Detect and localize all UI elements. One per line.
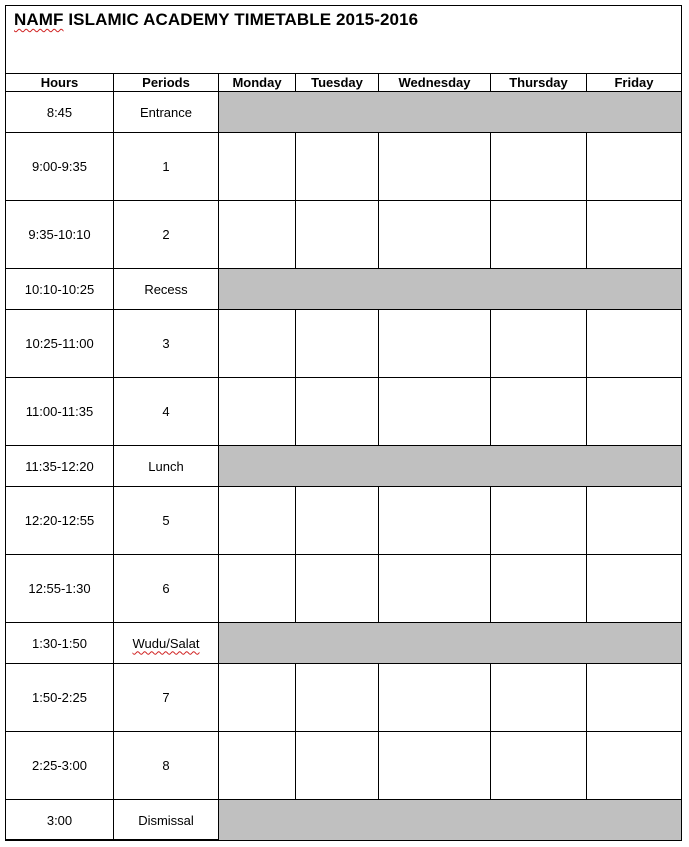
break-row (6, 92, 682, 133)
slot-cell-friday[interactable] (587, 732, 682, 800)
slot-cell-wednesday[interactable] (379, 487, 491, 555)
header-row (6, 74, 682, 92)
hours-cell: 1:30-1:50 (6, 623, 114, 664)
slot-cell-monday[interactable] (219, 310, 296, 378)
period-label: Dismissal (138, 812, 194, 828)
hours-cell: 12:20-12:55 (6, 487, 114, 555)
break-row (6, 269, 682, 310)
slot-cell-thursday[interactable] (491, 201, 587, 269)
hours-cell: 9:00-9:35 (6, 133, 114, 201)
slot-cell-thursday[interactable] (491, 732, 587, 800)
class-row (6, 555, 682, 623)
class-row (6, 664, 682, 732)
hours-cell: 10:10-10:25 (6, 269, 114, 310)
slot-cell-thursday[interactable] (491, 664, 587, 732)
header-hours: Hours (6, 74, 114, 92)
period-cell (114, 133, 219, 201)
period-label: 8 (162, 758, 170, 773)
class-row (6, 732, 682, 800)
slot-cell-monday[interactable] (219, 732, 296, 800)
title-lead: NAMF (14, 10, 64, 29)
header-periods: Periods (114, 74, 219, 92)
class-row (6, 378, 682, 446)
slot-cell-monday[interactable] (219, 555, 296, 623)
period-cell (114, 732, 219, 800)
header-friday: Friday (587, 74, 682, 92)
period-label: 5 (162, 513, 170, 528)
slot-cell-friday[interactable] (587, 201, 682, 269)
timetable-table (5, 73, 682, 841)
header-tuesday: Tuesday (296, 74, 379, 92)
hours-cell: 3:00 (6, 800, 114, 841)
period-cell (114, 555, 219, 623)
slot-cell-wednesday[interactable] (379, 555, 491, 623)
hours-cell: 9:35-10:10 (6, 201, 114, 269)
slot-cell-tuesday[interactable] (296, 133, 379, 201)
period-label: 4 (162, 404, 170, 419)
header-wednesday: Wednesday (379, 74, 491, 92)
period-cell (114, 487, 219, 555)
hours-cell: 2:25-3:00 (6, 732, 114, 800)
period-cell (114, 378, 219, 446)
period-cell (114, 310, 219, 378)
slot-cell-wednesday[interactable] (379, 133, 491, 201)
slot-cell-friday[interactable] (587, 664, 682, 732)
hours-cell: 11:00-11:35 (6, 378, 114, 446)
slot-cell-thursday[interactable] (491, 310, 587, 378)
break-shaded-cell (219, 446, 682, 487)
period-label: 3 (162, 336, 170, 351)
period-label: 7 (162, 690, 170, 705)
class-row (6, 133, 682, 201)
slot-cell-tuesday[interactable] (296, 664, 379, 732)
period-label: Lunch (148, 458, 184, 474)
slot-cell-monday[interactable] (219, 664, 296, 732)
slot-cell-tuesday[interactable] (296, 310, 379, 378)
period-label: 1 (162, 159, 170, 174)
break-row (6, 446, 682, 487)
hours-cell: 10:25-11:00 (6, 310, 114, 378)
period-cell (114, 623, 219, 664)
slot-cell-tuesday[interactable] (296, 378, 379, 446)
header-monday: Monday (219, 74, 296, 92)
title-area (6, 6, 681, 74)
break-shaded-cell (219, 92, 682, 133)
break-row (6, 623, 682, 664)
slot-cell-tuesday[interactable] (296, 555, 379, 623)
break-shaded-cell (219, 623, 682, 664)
period-cell (114, 446, 219, 487)
slot-cell-tuesday[interactable] (296, 201, 379, 269)
slot-cell-friday[interactable] (587, 555, 682, 623)
period-label: Recess (144, 281, 188, 297)
class-row (6, 310, 682, 378)
slot-cell-tuesday[interactable] (296, 487, 379, 555)
timetable-body (6, 92, 682, 841)
hours-cell: 11:35-12:20 (6, 446, 114, 487)
slot-cell-monday[interactable] (219, 201, 296, 269)
slot-cell-wednesday[interactable] (379, 310, 491, 378)
slot-cell-thursday[interactable] (491, 487, 587, 555)
period-cell (114, 92, 219, 133)
slot-cell-wednesday[interactable] (379, 732, 491, 800)
title-rest: ISLAMIC ACADEMY TIMETABLE 2015-2016 (63, 10, 419, 29)
page-title (14, 10, 418, 30)
period-cell (114, 269, 219, 310)
timetable-document (5, 5, 682, 840)
slot-cell-wednesday[interactable] (379, 664, 491, 732)
header-thursday: Thursday (491, 74, 587, 92)
slot-cell-tuesday[interactable] (296, 732, 379, 800)
slot-cell-wednesday[interactable] (379, 201, 491, 269)
period-cell (114, 664, 219, 732)
slot-cell-friday[interactable] (587, 310, 682, 378)
slot-cell-thursday[interactable] (491, 555, 587, 623)
hours-cell: 8:45 (6, 92, 114, 133)
period-label: 2 (162, 227, 170, 242)
period-cell (114, 800, 219, 841)
break-shaded-cell (219, 269, 682, 310)
slot-cell-wednesday[interactable] (379, 378, 491, 446)
slot-cell-monday[interactable] (219, 378, 296, 446)
hours-cell: 1:50-2:25 (6, 664, 114, 732)
slot-cell-friday[interactable] (587, 378, 682, 446)
break-shaded-cell (219, 800, 682, 841)
period-label: Entrance (139, 104, 193, 120)
slot-cell-monday[interactable] (219, 133, 296, 201)
period-cell (114, 201, 219, 269)
break-row (6, 800, 682, 841)
slot-cell-friday[interactable] (587, 133, 682, 201)
slot-cell-thursday[interactable] (491, 378, 587, 446)
slot-cell-monday[interactable] (219, 487, 296, 555)
slot-cell-thursday[interactable] (491, 133, 587, 201)
slot-cell-friday[interactable] (587, 487, 682, 555)
class-row (6, 487, 682, 555)
hours-cell: 12:55-1:30 (6, 555, 114, 623)
period-label: Wudu/Salat (132, 635, 200, 651)
class-row (6, 201, 682, 269)
period-label: 6 (162, 581, 170, 596)
